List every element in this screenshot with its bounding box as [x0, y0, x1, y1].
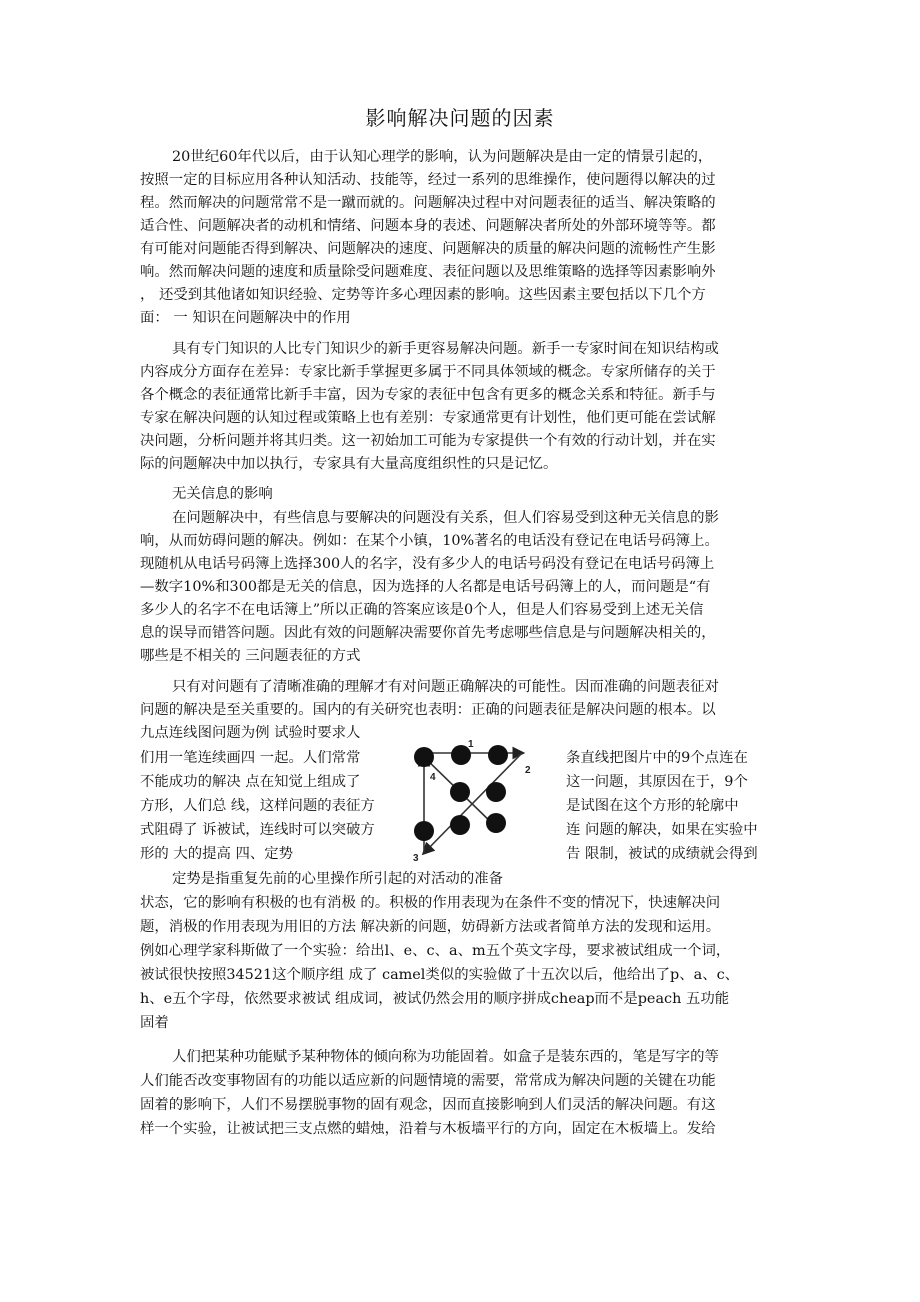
- text-line: 决问题，分析问题并将其归类。这一初始加工可能为专家提供一个有效的行动计划，并在实: [140, 433, 716, 449]
- page-title: 影响解决问题的因素: [365, 106, 555, 130]
- dot: [450, 782, 470, 802]
- text-line: 际的问题解决中加以执行，专家具有大量高度组织性的只是记忆。: [140, 456, 558, 472]
- nine-dot-figure: [410, 735, 550, 865]
- text-line: 固着的影响下，人们不易摆脱事物的固有观念，因而直接影响到人们灵活的解决问题。有这: [140, 1097, 716, 1113]
- dot: [486, 782, 506, 802]
- text-line: 样一个实验，让被试把三支点燃的蜡烛，沿着与木板墙平行的方向，固定在木板墙上。发给: [140, 1121, 716, 1137]
- wrap-left-line: 形的 大的提高 四、定势: [140, 846, 294, 862]
- text-line: 息的误导而错答问题。因此有效的问题解决需要你首先考虑哪些信息是与问题解决相关的，: [140, 625, 716, 641]
- text-line: 问题的解决是至关重要的。国内的有关研究也表明：正确的问题表征是解决问题的根本。以: [140, 702, 716, 718]
- text-line: 响，从而妨碍问题的解决。例如：在某个小镇，10%著名的电话没有登记在电话号码簿上。: [140, 533, 719, 549]
- figure-label: 2: [525, 765, 531, 776]
- text-line: 程。然而解决的问题常常不是一蹴而就的。问题解决过程中对问题表征的适当、解决策略的: [140, 195, 716, 211]
- dot: [488, 745, 508, 765]
- text-line: 现随机从电话号码簿上选择300人的名字，没有多少人的电话号码没有登记在电话号码簿上: [140, 556, 715, 572]
- text-line: 有可能对问题能否得到解决、问题解决的速度、问题解决的质量的解决问题的流畅性产生影: [140, 241, 716, 257]
- text-line: 具有专门知识的人比专门知识少的新手更容易解决问题。新手一专家时间在知识结构或: [172, 341, 719, 357]
- text-line: 响。然而解决问题的速度和质量除受问题难度、表征问题以及思维策略的选择等因素影响外: [140, 264, 716, 280]
- text-line: 哪些是不相关的 三问题表征的方式: [140, 648, 361, 664]
- figure-label: 4: [430, 772, 436, 783]
- text-line: 固着: [140, 1015, 169, 1031]
- connecting-lines: [424, 753, 522, 853]
- wrap-left-line: 方形，人们总 线，这样问题的表征方: [140, 798, 375, 814]
- text-line: 各个概念的表征通常比新手丰富，因为专家的表征中包含有更多的概念关系和特征。新手与: [140, 387, 716, 403]
- dot: [414, 821, 434, 841]
- dots: [414, 745, 508, 841]
- text-line: 适合性、问题解决者的动机和情绪、问题本身的表述、问题解决者所处的外部环境等等。都: [140, 218, 716, 234]
- figure-label: 1: [468, 739, 474, 750]
- text-line: 人们能否改变事物固有的功能以适应新的问题情境的需要，常常成为解决问题的关键在功能: [140, 1073, 716, 1089]
- text-line: 内容成分方面存在差异：专家比新手掌握更多属于不同具体领域的概念。专家所储存的关于: [140, 364, 716, 380]
- section-heading: 无关信息的影响: [172, 486, 273, 502]
- wrap-right-line: 连 问题的解决，如果在实验中: [566, 822, 758, 838]
- wrap-left-line: 们用一笔连续画四 一起。人们常常: [140, 750, 361, 766]
- text-line: 按照一定的目标应用各种认知活动、技能等，经过一系列的思维操作，使问题得以解决的过: [140, 172, 716, 188]
- text-line: ， 还受到其他诸如知识经验、定势等许多心理因素的影响。这些因素主要包括以下几个方: [140, 287, 706, 303]
- text-line: h、e五个字母，依然要求被试 组成词，被试仍然会用的顺序拼成cheap而不是peach 五功能: [140, 991, 730, 1007]
- text-line: 在问题解决中，有些信息与要解决的问题没有关系，但人们容易受到这种无关信息的影: [172, 510, 719, 526]
- dot: [486, 813, 506, 833]
- wrap-left-line: 式阻碍了 诉被试，连线时可以突破方: [140, 822, 375, 838]
- wrap-right-line: 条直线把图片中的9个点连在: [566, 750, 748, 766]
- dot: [414, 747, 434, 767]
- text-line: 题，消极的作用表现为用旧的方法 解决新的问题，妨碍新方法或者简单方法的发现和运用。: [140, 919, 721, 935]
- figure-label: 3: [413, 853, 419, 864]
- text-line: 人们把某种功能赋予某种物体的倾向称为功能固着。如盒子是装东西的，笔是写字的等: [172, 1049, 719, 1065]
- text-line: 只有对问题有了清晰准确的理解才有对问题正确解决的可能性。因而准确的问题表征对: [172, 679, 719, 695]
- text-line: 20世纪60年代以后，由于认知心理学的影响，认为问题解决是由一定的情景引起的，: [172, 149, 713, 165]
- text-line: 多少人的名字不在电话簿上”所以正确的答案应该是0个人，但是人们容易受到上述无关信: [140, 602, 704, 618]
- wrap-right-line: 是试图在这个方形的轮廓中: [566, 798, 739, 814]
- text-line: 面： 一 知识在问题解决中的作用: [140, 310, 351, 326]
- wrap-right-line: 这一问题，其原因在于，9个: [566, 774, 748, 790]
- wrap-left-line: 九点连线图问题为例 试验时要求人: [140, 725, 361, 741]
- text-line: 被试很快按照34521这个顺序组 成了 camel类似的实验做了十五次以后，他给出了p、a、c、: [140, 967, 740, 983]
- wrap-left-line: 不能成功的解决 点在知觉上组成了: [140, 774, 361, 790]
- wrap-right-line: 告 限制，被试的成绩就会得到: [566, 846, 758, 862]
- text-line: 定势是指重复先前的心里操作所引起的对活动的准备: [172, 871, 503, 887]
- text-line: —数字10%和300都是无关的信息，因为选择的人名都是电话号码簿上的人，而问题是“有: [140, 579, 711, 595]
- text-line: 专家在解决问题的认知过程或策略上也有差别：专家通常更有计划性，他们更可能在尝试解: [140, 410, 716, 426]
- dot: [450, 815, 470, 835]
- text-line: 例如心理学家科斯做了一个实验：给出l、e、c、a、m五个英文字母，要求被试组成一个词，: [140, 943, 731, 959]
- text-line: 状态，它的影响有积极的也有消极 的。积极的作用表现为在条件不变的情况下，快速解决问: [140, 895, 721, 911]
